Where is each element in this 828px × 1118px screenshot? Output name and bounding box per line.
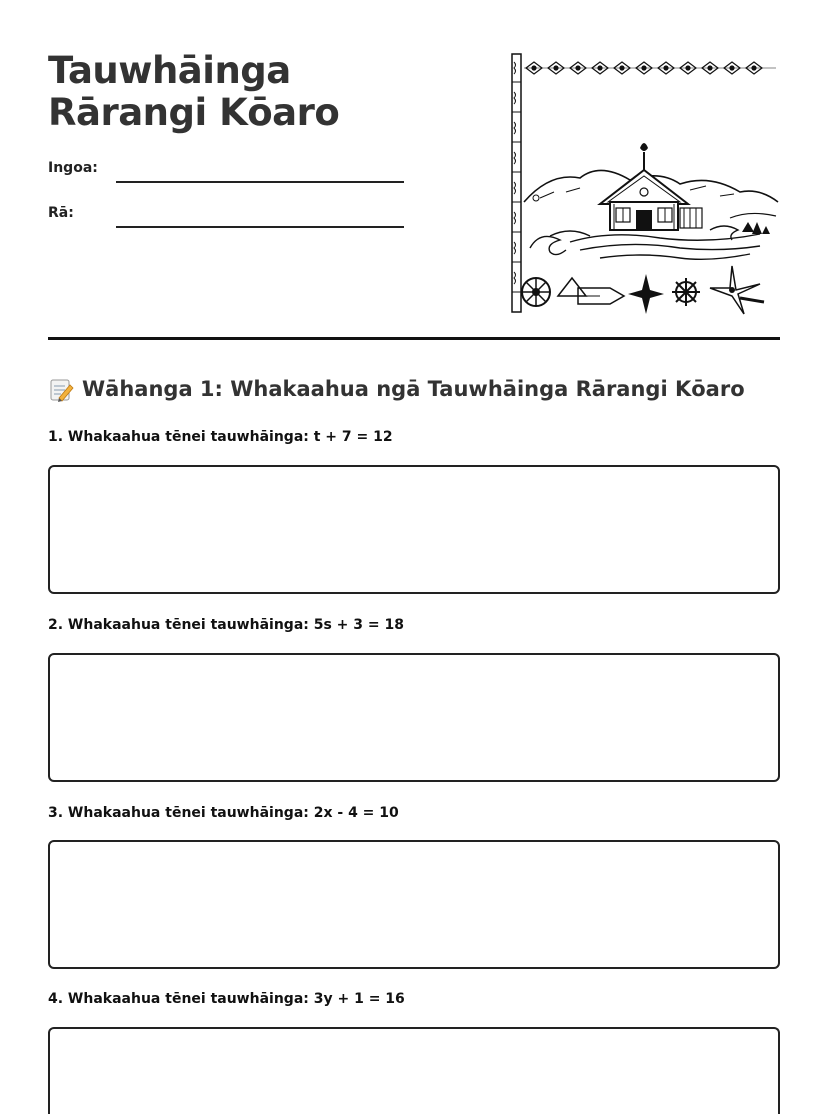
section-title: Wāhanga 1: Whakaahua ngā Tauwhāinga Rārangi Kōaro	[82, 377, 745, 401]
worksheet-title: Tauwhāinga Rārangi Kōaro	[48, 49, 340, 134]
marae-landscape-icon	[510, 52, 780, 316]
name-label: Ingoa:	[48, 160, 98, 176]
question-4-label: 4. Whakaahua tēnei tauwhāinga: 3y + 1 = 16	[48, 991, 405, 1007]
section-heading	[48, 374, 745, 404]
date-label: Rā:	[48, 205, 74, 221]
memo-icon	[48, 376, 74, 402]
answer-box-4[interactable]	[48, 1027, 780, 1114]
answer-box-1[interactable]	[48, 465, 780, 594]
answer-box-2[interactable]	[48, 653, 780, 782]
question-3-label: 3. Whakaahua tēnei tauwhāinga: 2x - 4 = 10	[48, 805, 399, 821]
date-input-line[interactable]	[116, 226, 404, 228]
question-2-label: 2. Whakaahua tēnei tauwhāinga: 5s + 3 = 18	[48, 617, 404, 633]
name-input-line[interactable]	[116, 181, 404, 183]
answer-box-3[interactable]	[48, 840, 780, 969]
question-1-label: 1. Whakaahua tēnei tauwhāinga: t + 7 = 12	[48, 429, 393, 445]
header-divider	[48, 337, 780, 340]
